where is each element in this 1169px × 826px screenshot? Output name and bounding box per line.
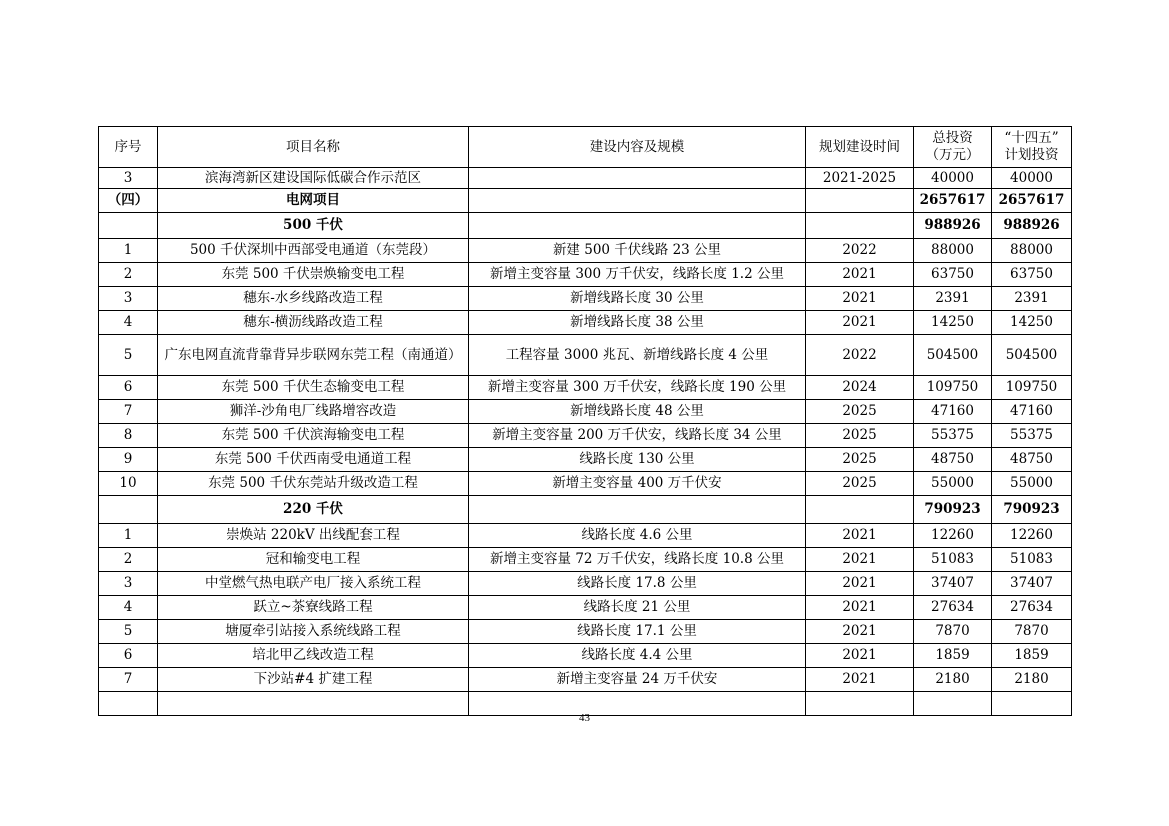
cell-name: 狮洋-沙角电厂线路增容改造 — [158, 400, 469, 424]
cell-name: 穗东-横沥线路改造工程 — [158, 311, 469, 335]
cell-time: 2021 — [806, 524, 914, 548]
cell-seq: 6 — [99, 376, 158, 400]
cell-content: 新增主变容量 72 万千伏安，线路长度 10.8 公里 — [469, 548, 806, 572]
cell-total: 51083 — [914, 548, 992, 572]
cell-time — [806, 213, 914, 239]
cell-name: 培北甲乙线改造工程 — [158, 644, 469, 668]
cell-seq: 2 — [99, 548, 158, 572]
cell-name: 东莞 500 千伏东莞站升级改造工程 — [158, 472, 469, 496]
table-row — [99, 548, 1072, 572]
cell-name: 东莞 500 千伏生态输变电工程 — [158, 376, 469, 400]
cell-plan: 2391 — [992, 287, 1072, 311]
cell-content: 线路长度 4.6 公里 — [469, 524, 806, 548]
cell-plan: 988926 — [992, 213, 1072, 239]
cell-content: 新增线路长度 38 公里 — [469, 311, 806, 335]
cell-plan: 1859 — [992, 644, 1072, 668]
cell-plan: 47160 — [992, 400, 1072, 424]
cell-name: 东莞 500 千伏滨海输变电工程 — [158, 424, 469, 448]
cell-plan: 63750 — [992, 263, 1072, 287]
header-total-line1: 总投资 — [932, 130, 973, 146]
cell-seq: 10 — [99, 472, 158, 496]
cell-content: 新增线路长度 30 公里 — [469, 287, 806, 311]
cell-time: 2021 — [806, 644, 914, 668]
cell-content — [469, 189, 806, 213]
table-row — [99, 524, 1072, 548]
cell-total: 988926 — [914, 213, 992, 239]
cell-time: 2021 — [806, 620, 914, 644]
cell-plan: 51083 — [992, 548, 1072, 572]
cell-plan: 40000 — [992, 168, 1072, 189]
cell-plan: 48750 — [992, 448, 1072, 472]
cell-seq: 8 — [99, 424, 158, 448]
cell-content: 新增主变容量 400 万千伏安 — [469, 472, 806, 496]
cell-name: 塘厦牵引站接入系统线路工程 — [158, 620, 469, 644]
cell-name: 东莞 500 千伏崇焕输变电工程 — [158, 263, 469, 287]
header-seq: 序号 — [99, 127, 158, 168]
cell-total: 14250 — [914, 311, 992, 335]
cell-total: 47160 — [914, 400, 992, 424]
table-row — [99, 448, 1072, 472]
cell-name: 500 千伏深圳中西部受电通道（东莞段） — [158, 239, 469, 263]
header-content: 建设内容及规模 — [469, 127, 806, 168]
cell-total: 55000 — [914, 472, 992, 496]
table-row — [99, 376, 1072, 400]
cell-plan: 55375 — [992, 424, 1072, 448]
cell-total: 2657617 — [914, 189, 992, 213]
cell-seq: 3 — [99, 572, 158, 596]
cell-content — [469, 168, 806, 189]
cell-content: 新建 500 千伏线路 23 公里 — [469, 239, 806, 263]
cell-name: 冠和输变电工程 — [158, 548, 469, 572]
table-row — [99, 620, 1072, 644]
cell-total: 27634 — [914, 596, 992, 620]
cell-name: 东莞 500 千伏西南受电通道工程 — [158, 448, 469, 472]
header-total-line2: （万元） — [925, 147, 980, 163]
cell-seq: 7 — [99, 668, 158, 692]
cell-time: 2021 — [806, 596, 914, 620]
cell-time: 2021 — [806, 287, 914, 311]
investment-table — [98, 126, 1072, 716]
cell-seq: 1 — [99, 524, 158, 548]
cell-plan: 790923 — [992, 496, 1072, 524]
cell-content: 新增主变容量 24 万千伏安 — [469, 668, 806, 692]
cell-time: 2025 — [806, 448, 914, 472]
cell-content: 工程容量 3000 兆瓦、新增线路长度 4 公里 — [469, 335, 806, 376]
cell-plan: 55000 — [992, 472, 1072, 496]
cell-total: 504500 — [914, 335, 992, 376]
table-row-section — [99, 189, 1072, 213]
cell-seq: 5 — [99, 335, 158, 376]
cell-total: 790923 — [914, 496, 992, 524]
cell-time — [806, 496, 914, 524]
cell-content — [469, 496, 806, 524]
cell-total: 7870 — [914, 620, 992, 644]
cell-content: 线路长度 17.1 公里 — [469, 620, 806, 644]
cell-time: 2022 — [806, 335, 914, 376]
cell-total: 88000 — [914, 239, 992, 263]
cell-total: 55375 — [914, 424, 992, 448]
cell-content: 线路长度 21 公里 — [469, 596, 806, 620]
cell-total: 40000 — [914, 168, 992, 189]
cell-name: 500 千伏 — [158, 213, 469, 239]
header-time: 规划建设时间 — [806, 127, 914, 168]
cell-seq: 5 — [99, 620, 158, 644]
header-plan-investment — [992, 127, 1072, 168]
page-number: 43 — [579, 712, 590, 724]
cell-time: 2025 — [806, 424, 914, 448]
cell-plan: 88000 — [992, 239, 1072, 263]
cell-time: 2022 — [806, 239, 914, 263]
cell-time: 2021 — [806, 548, 914, 572]
cell-plan: 7870 — [992, 620, 1072, 644]
cell-content: 新增主变容量 300 万千伏安，线路长度 190 公里 — [469, 376, 806, 400]
cell-seq: 3 — [99, 168, 158, 189]
cell-content: 线路长度 4.4 公里 — [469, 644, 806, 668]
cell-seq: 7 — [99, 400, 158, 424]
cell-time: 2024 — [806, 376, 914, 400]
table-row — [99, 400, 1072, 424]
cell-content — [469, 213, 806, 239]
table-row — [99, 424, 1072, 448]
cell-seq: 2 — [99, 263, 158, 287]
cell-seq: 3 — [99, 287, 158, 311]
header-plan-line1: “十四五” — [1004, 130, 1059, 146]
cell-time: 2021 — [806, 311, 914, 335]
cell-name: 电网项目 — [158, 189, 469, 213]
cell-name: 广东电网直流背靠背异步联网东莞工程（南通道） — [158, 335, 469, 376]
cell-name: 中堂燃气热电联产电厂接入系统工程 — [158, 572, 469, 596]
cell-time: 2021 — [806, 263, 914, 287]
table-row-subsection — [99, 213, 1072, 239]
cell-total: 37407 — [914, 572, 992, 596]
cell-name: 220 千伏 — [158, 496, 469, 524]
cell-time: 2025 — [806, 400, 914, 424]
cell-plan: 12260 — [992, 524, 1072, 548]
header-name: 项目名称 — [158, 127, 469, 168]
cell-seq — [99, 496, 158, 524]
cell-seq: 4 — [99, 311, 158, 335]
cell-time: 2021-2025 — [806, 168, 914, 189]
table-row — [99, 572, 1072, 596]
cell-time: 2021 — [806, 572, 914, 596]
cell-total: 63750 — [914, 263, 992, 287]
table-row — [99, 239, 1072, 263]
cell-seq: 1 — [99, 239, 158, 263]
cell-seq — [99, 213, 158, 239]
cell-plan: 2657617 — [992, 189, 1072, 213]
table-row — [99, 168, 1072, 189]
table-row — [99, 263, 1072, 287]
cell-name: 崇焕站 220kV 出线配套工程 — [158, 524, 469, 548]
cell-name: 跃立~茶寮线路工程 — [158, 596, 469, 620]
table-row — [99, 596, 1072, 620]
cell-total: 109750 — [914, 376, 992, 400]
header-plan-line2: 计划投资 — [1004, 147, 1059, 163]
cell-total: 48750 — [914, 448, 992, 472]
cell-seq: 6 — [99, 644, 158, 668]
cell-total: 12260 — [914, 524, 992, 548]
table-row — [99, 668, 1072, 692]
cell-seq: 4 — [99, 596, 158, 620]
cell-plan: 37407 — [992, 572, 1072, 596]
table-row — [99, 472, 1072, 496]
cell-plan: 2180 — [992, 668, 1072, 692]
header-total-investment — [914, 127, 992, 168]
cell-content: 新增主变容量 300 万千伏安，线路长度 1.2 公里 — [469, 263, 806, 287]
cell-total: 2391 — [914, 287, 992, 311]
table-row — [99, 287, 1072, 311]
table-row — [99, 335, 1072, 376]
cell-total: 2180 — [914, 668, 992, 692]
cell-time — [806, 189, 914, 213]
cell-content: 新增线路长度 48 公里 — [469, 400, 806, 424]
cell-name: 穗东-水乡线路改造工程 — [158, 287, 469, 311]
table-row — [99, 311, 1072, 335]
cell-content: 线路长度 130 公里 — [469, 448, 806, 472]
cell-name: 滨海湾新区建设国际低碳合作示范区 — [158, 168, 469, 189]
cell-seq: 9 — [99, 448, 158, 472]
cell-plan: 14250 — [992, 311, 1072, 335]
table-row — [99, 644, 1072, 668]
table-header-row — [99, 127, 1072, 168]
cell-seq: （四） — [99, 189, 158, 213]
cell-total: 1859 — [914, 644, 992, 668]
cell-plan: 109750 — [992, 376, 1072, 400]
cell-time: 2025 — [806, 472, 914, 496]
cell-name: 下沙站#4 扩建工程 — [158, 668, 469, 692]
cell-plan: 504500 — [992, 335, 1072, 376]
cell-plan: 27634 — [992, 596, 1072, 620]
cell-time: 2021 — [806, 668, 914, 692]
cell-content: 新增主变容量 200 万千伏安，线路长度 34 公里 — [469, 424, 806, 448]
table-row-subsection — [99, 496, 1072, 524]
cell-content: 线路长度 17.8 公里 — [469, 572, 806, 596]
